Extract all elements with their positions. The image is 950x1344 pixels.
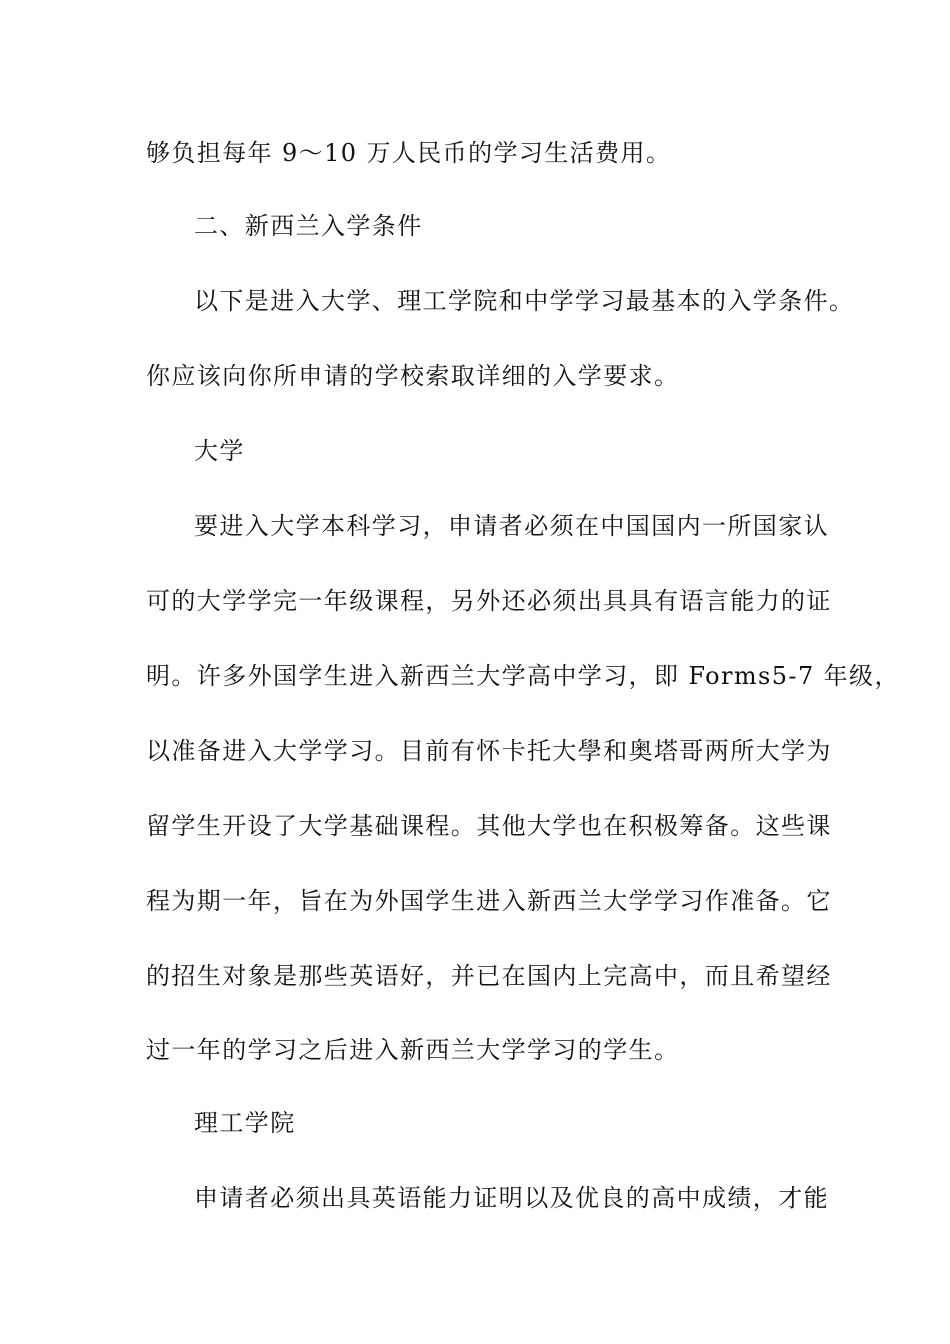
paragraph-line: 你应该向你所申请的学校索取详细的入学要求。 [146, 362, 680, 390]
section-heading: 二、新西兰入学条件 [194, 212, 423, 240]
subsection-heading: 大学 [194, 437, 245, 465]
paragraph-line: 申请者必须出具英语能力证明以及优良的高中成绩，才能 [194, 1184, 829, 1212]
paragraph-line: 明。许多外国学生进入新西兰大学高中学习，即 Forms5-7 年级， [146, 662, 900, 690]
paragraph-line: 程为期一年，旨在为外国学生进入新西兰大学学习作准备。它 [146, 887, 832, 915]
paragraph-line: 以准备进入大学学习。目前有怀卡托大學和奥塔哥两所大学为 [146, 737, 832, 765]
paragraph-line: 够负担每年 9～10 万人民币的学习生活费用。 [146, 139, 672, 167]
paragraph-line: 要进入大学本科学习，申请者必须在中国国内一所国家认 [194, 512, 829, 540]
paragraph-line: 留学生开设了大学基础课程。其他大学也在积极筹备。这些课 [146, 812, 832, 840]
paragraph-line: 过一年的学习之后进入新西兰大学学习的学生。 [146, 1036, 680, 1064]
subsection-heading: 理工学院 [194, 1109, 296, 1137]
paragraph-line: 以下是进入大学、理工学院和中学学习最基本的入学条件。 [194, 287, 855, 315]
paragraph-line: 可的大学学完一年级课程，另外还必须出具具有语言能力的证 [146, 587, 832, 615]
paragraph-line: 的招生对象是那些英语好，并已在国内上完高中，而且希望经 [146, 962, 832, 990]
